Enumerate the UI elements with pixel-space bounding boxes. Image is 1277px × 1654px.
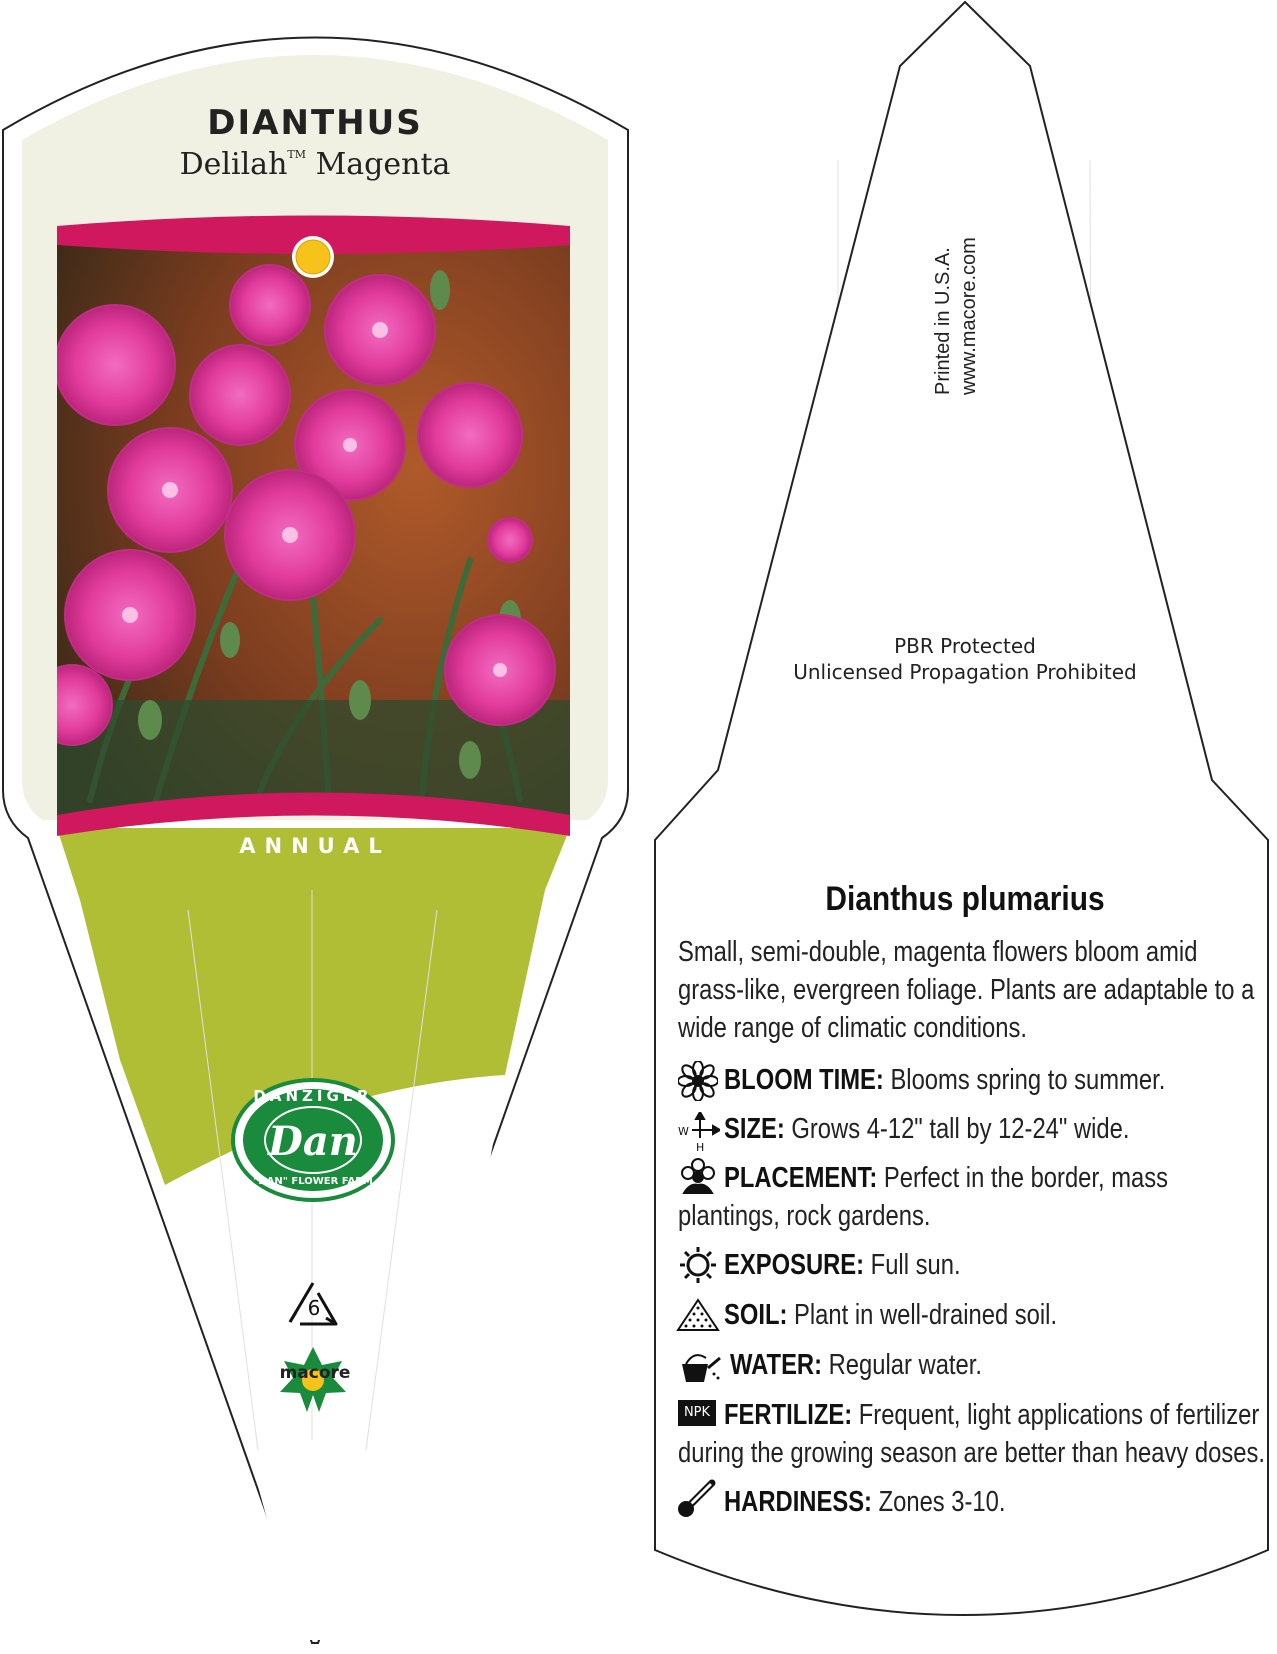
soil-value: Plant in well-drained soil.: [787, 1299, 1058, 1331]
size-value: Grows 4-12" tall by 12-24" wide.: [784, 1113, 1130, 1145]
cultivar-color: Magenta: [315, 147, 451, 182]
placement-value: Perfect in the border, mass: [877, 1162, 1169, 1194]
recycle-code: 6: [307, 1296, 321, 1320]
hardiness-label: HARDINESS:: [724, 1486, 872, 1518]
trademark-mark: TM: [287, 148, 307, 161]
fertilize-label: FERTILIZE:: [724, 1399, 853, 1431]
size-line: [724, 1110, 1129, 1148]
hardiness-line: [724, 1483, 1006, 1521]
description-line-1: Small, semi-double, magenta flowers bloom amid: [678, 936, 1198, 968]
water-value: Regular water.: [822, 1349, 982, 1381]
npk-fertilizer-icon: NPK: [678, 1400, 716, 1426]
placement-label: PLACEMENT:: [724, 1162, 878, 1194]
pbr-line-1: PBR Protected: [894, 634, 1036, 658]
bloom-time-value: Blooms spring to summer.: [883, 1064, 1166, 1096]
width-label: W: [678, 1125, 689, 1138]
bloom-time-label: BLOOM TIME:: [724, 1064, 884, 1096]
species-title: Dianthus plumarius: [825, 880, 1105, 918]
water-label: WATER:: [730, 1349, 823, 1381]
sun-exposure-icon: [678, 1245, 718, 1285]
description-line-3: wide range of climatic conditions.: [678, 1012, 1027, 1044]
placement-line-2: plantings, rock gardens.: [678, 1200, 931, 1232]
soil-icon: [676, 1296, 720, 1334]
svg-text:"DAN" FLOWER FARM: "DAN" FLOWER FARM: [253, 1176, 373, 1187]
printed-in-text: Printed in U.S.A.: [932, 247, 954, 395]
printer-info: [930, 195, 982, 395]
exposure-value: Full sun.: [864, 1249, 961, 1281]
hardiness-value: Zones 3-10.: [871, 1486, 1006, 1518]
pbr-line-2: Unlicensed Propagation Prohibited: [793, 660, 1137, 684]
water-line: [730, 1346, 982, 1384]
flower-photo: [32, 220, 570, 840]
size-label: SIZE:: [724, 1113, 785, 1145]
height-label: H: [696, 1141, 705, 1152]
svg-text:Dan: Dan: [268, 1118, 358, 1165]
svg-text:DANZIGER: DANZIGER: [253, 1087, 373, 1105]
size-dimensions-icon: [678, 1112, 720, 1152]
placement-plant-icon: [678, 1157, 718, 1197]
description-line-2: grass-like, evergreen foliage. Plants are adaptable to a: [678, 974, 1255, 1006]
thermometer-icon: [676, 1477, 718, 1519]
fertilize-line-2: during the growing season are better than heavy doses.: [678, 1437, 1265, 1469]
soil-label: SOIL:: [724, 1299, 788, 1331]
placement-line: [724, 1159, 1168, 1197]
printer-logo-text: macore: [279, 1363, 351, 1383]
exposure-line: [724, 1246, 961, 1284]
pbr-notice: [760, 633, 1170, 685]
website-text: www.macore.com: [958, 237, 980, 395]
danziger-logo: [233, 1080, 393, 1200]
plant-description: [678, 933, 1254, 1047]
fertilize-value: Frequent, light applications of fertilizer: [852, 1399, 1260, 1431]
water-can-icon: [678, 1346, 722, 1386]
full-sun-icon: [292, 236, 334, 278]
exposure-label: EXPOSURE:: [724, 1249, 865, 1281]
cultivar-title: [60, 147, 570, 182]
soil-line: [724, 1296, 1057, 1334]
plant-category: ANNUAL: [239, 834, 391, 858]
cultivar-name: Delilah: [179, 147, 288, 182]
genus-title: DIANTHUS: [207, 103, 423, 143]
fertilize-line: [724, 1396, 1259, 1434]
bloom-time-line: [724, 1061, 1165, 1099]
flower-bloom-icon: [678, 1061, 718, 1101]
